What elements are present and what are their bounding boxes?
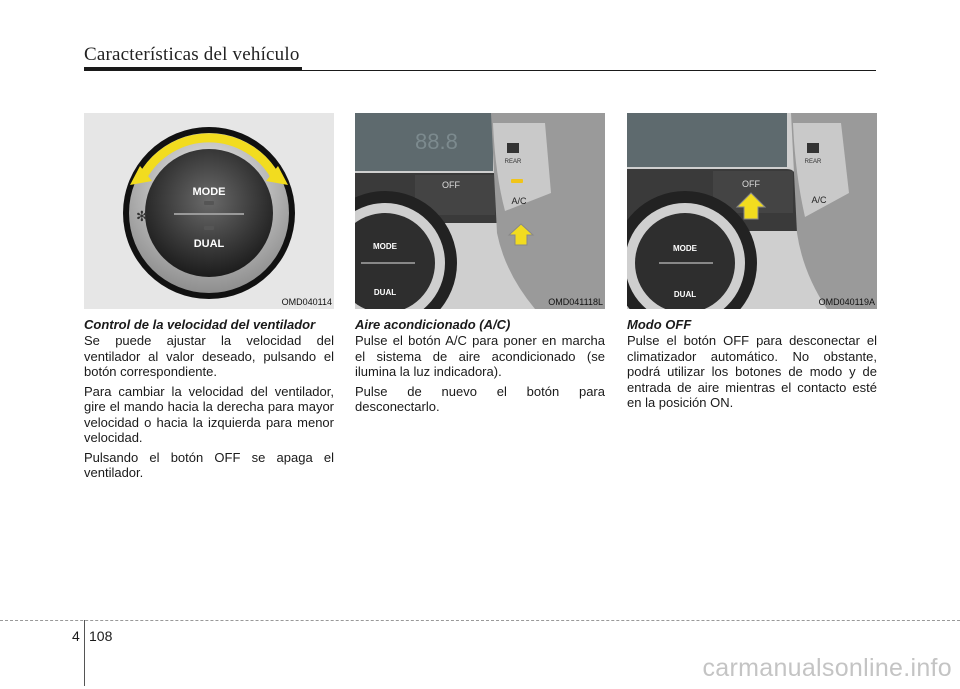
paragraph: Para cambiar la velocidad del ventilador, gire el mando hacia la derecha para mayor velocidad o hacia la izquierda para menor velocidad. bbox=[84, 383, 334, 445]
section-title: Modo OFF bbox=[627, 317, 692, 332]
header-rule bbox=[84, 67, 302, 71]
fan-icon: ✻ bbox=[136, 208, 148, 224]
figure-code: OMD040114 bbox=[281, 297, 332, 307]
figure-code: OMD040119A bbox=[818, 297, 875, 307]
page-header-title: Características del vehículo bbox=[84, 44, 300, 65]
header-rule-thin bbox=[302, 70, 876, 71]
rear-defrost-icon bbox=[807, 143, 819, 153]
ac-button-label: A/C bbox=[511, 196, 527, 206]
knob-mode-label: MODE bbox=[373, 242, 397, 251]
knob-mode-label: MODE bbox=[192, 186, 226, 198]
footer-divider bbox=[0, 620, 960, 621]
column-off-mode bbox=[627, 113, 877, 415]
ac-panel-illustration bbox=[355, 113, 605, 309]
figure-off-panel bbox=[627, 113, 877, 309]
page-number: 108 bbox=[89, 628, 113, 644]
ac-indicator-light bbox=[511, 179, 523, 183]
svg-text:88.8: 88.8 bbox=[415, 129, 458, 154]
knob-dual-label: DUAL bbox=[193, 238, 225, 250]
paragraph: Pulse el botón A/C para poner en marcha el sistema de aire acondicionado (se ilumina la luz indicadora). bbox=[355, 333, 605, 379]
figure-code: OMD041118L bbox=[548, 297, 603, 307]
paragraph: Pulse de nuevo el botón para desconectarlo. bbox=[355, 383, 605, 414]
paragraph: Pulse el botón OFF para desconectar el climatizador automático. No obstante, podrá utilizar los botones de modo y de entrada de aire mientras el contacto esté en la posición ON. bbox=[627, 333, 877, 410]
knob-dual-label: DUAL bbox=[673, 290, 697, 299]
paragraph: Se puede ajustar la velocidad del ventilador al valor deseado, pulsando el botón correspondiente. bbox=[84, 333, 334, 379]
knob-mode-label: MODE bbox=[673, 244, 697, 253]
off-panel-illustration bbox=[627, 113, 877, 309]
chapter-number: 4 bbox=[72, 628, 80, 644]
rear-label: REAR bbox=[504, 159, 522, 165]
display-screen bbox=[627, 113, 787, 167]
section-title: Aire acondicionado (A/C) bbox=[355, 317, 511, 332]
footer-vertical-rule bbox=[84, 620, 85, 686]
section-title: Control de la velocidad del ventilador bbox=[84, 317, 316, 332]
paragraph: Pulsando el botón OFF se apaga el ventilador. bbox=[84, 449, 334, 480]
fan-knob-illustration bbox=[84, 113, 334, 309]
rear-label: REAR bbox=[804, 159, 822, 165]
watermark: carmanualsonline.info bbox=[702, 654, 952, 682]
ac-button-label: A/C bbox=[811, 195, 827, 205]
rear-defrost-icon bbox=[507, 143, 519, 153]
column-air-conditioning bbox=[355, 113, 605, 419]
off-button-label: OFF bbox=[442, 180, 460, 190]
figure-ac-panel bbox=[355, 113, 605, 309]
column-fan-speed bbox=[84, 113, 334, 485]
figure-fan-knob bbox=[84, 113, 334, 309]
off-button-label: OFF bbox=[742, 179, 760, 189]
knob-dual-label: DUAL bbox=[373, 288, 397, 297]
